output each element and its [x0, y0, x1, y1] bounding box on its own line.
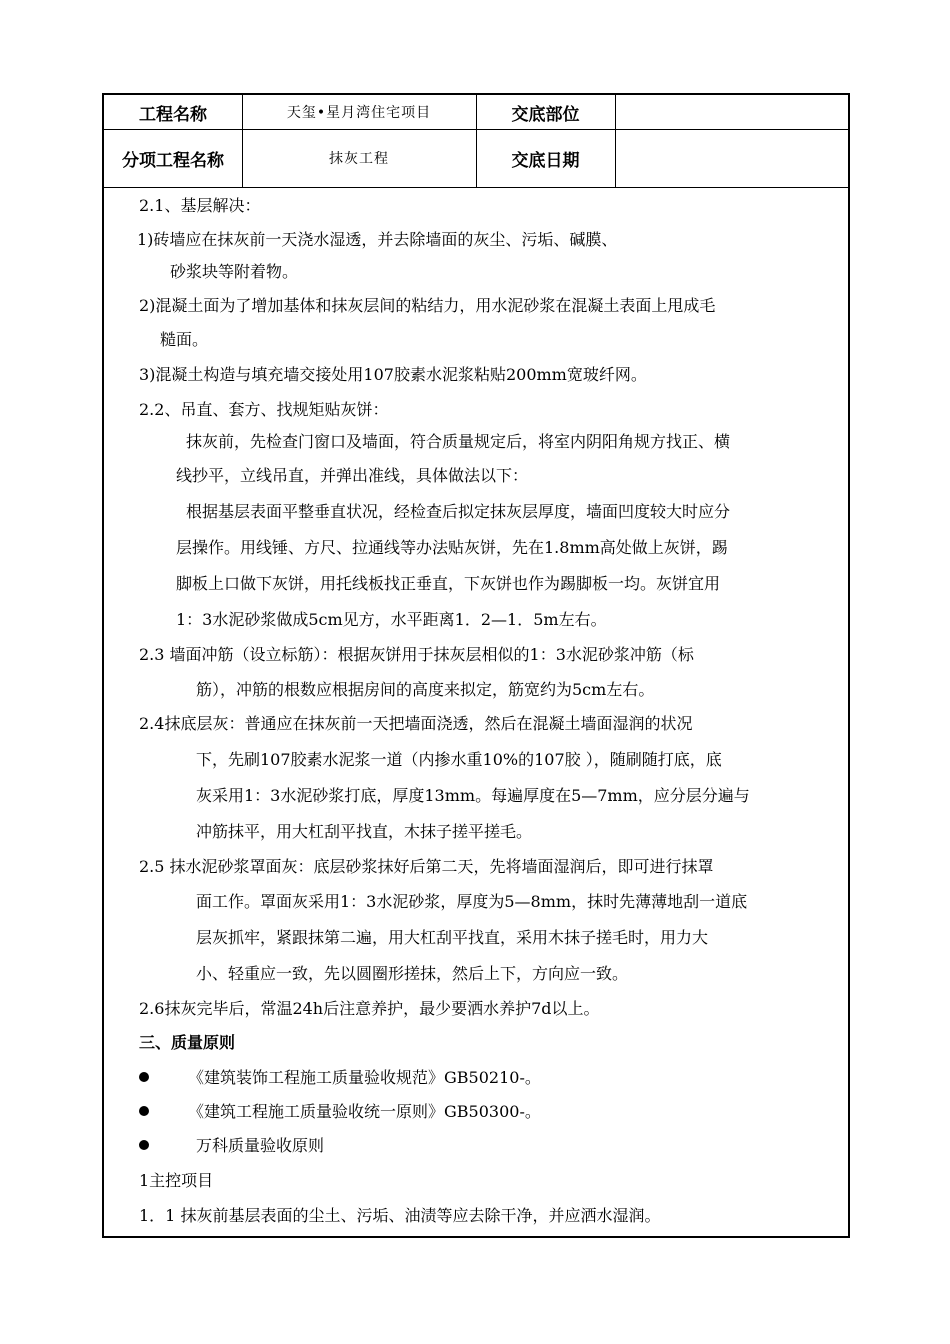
section-heading: 三、质量原则	[139, 1033, 236, 1052]
body-line: 《建筑工程施工质量验收统一原则》GB50300-。	[188, 1102, 541, 1121]
body-line: 1：3水泥砂浆做成5cm见方，水平距离1．2—1．5m左右。	[176, 610, 607, 629]
bullet-icon	[139, 1072, 149, 1082]
body-line: 灰采用1：3水泥砂浆打底，厚度13mm。每遍厚度在5—7mm，应分层分遍与	[196, 786, 750, 805]
body-line: 冲筋抹平，用大杠刮平找直，木抹子搓平搓毛。	[196, 822, 533, 841]
body-line: 2.2、吊直、套方、找规矩贴灰饼：	[139, 400, 389, 419]
body-line: 《建筑装饰工程施工质量验收规范》GB50210-。	[188, 1068, 541, 1087]
body-line: 1主控项目	[139, 1171, 214, 1190]
body-line: 小、轻重应一致，先以圆圈形搓抹，然后上下，方向应一致。	[196, 964, 629, 983]
body-line: 筋），冲筋的根数应根据房间的高度来拟定，筋宽约为5cm左右。	[196, 680, 655, 699]
body-line: 面工作。罩面灰采用1：3水泥砂浆，厚度为5—8mm，抹时先薄薄地刮一道底	[196, 892, 748, 911]
body-line: 线抄平，立线吊直，并弹出准线，具体做法以下：	[176, 466, 529, 485]
subproject-value: 抹灰工程	[329, 151, 389, 167]
body-line: 1)砖墙应在抹灰前一天浇水湿透，并去除墙面的灰尘、污垢、碱膜、	[137, 230, 618, 249]
bullet-icon	[139, 1140, 149, 1150]
project-name-value: 天玺•星月湾住宅项目	[286, 105, 432, 121]
body-line: 脚板上口做下灰饼，用托线板找正垂直，下灰饼也作为踢脚板一均。灰饼宜用	[176, 574, 721, 593]
location-label: 交底部位	[511, 104, 580, 125]
body-line: 砂浆块等附着物。	[170, 262, 299, 281]
body-line: 糙面。	[160, 330, 209, 349]
body-line: 根据基层表面平整垂直状况，经检查后拟定抹灰层厚度，墙面凹度较大时应分	[186, 502, 731, 521]
body-line: 3)混凝土构造与填充墙交接处用107胶素水泥浆粘贴200mm宽玻纤网。	[139, 365, 647, 384]
project-name-label: 工程名称	[139, 104, 207, 125]
body-line: 2.6抹灰完毕后，常温24h后注意养护，最少要洒水养护7d以上。	[139, 999, 600, 1018]
body-line: 2.4抹底层灰：普通应在抹灰前一天把墙面浇透，然后在混凝土墙面湿润的状况	[139, 714, 693, 733]
subproject-label: 分项工程名称	[122, 150, 224, 171]
body-line: 2.5 抹水泥砂浆罩面灰：底层砂浆抹好后第二天，先将墙面湿润后，即可进行抹罩	[139, 857, 714, 876]
body-line: 万科质量验收原则	[196, 1136, 325, 1155]
body-line: 层灰抓牢，紧跟抹第二遍，用大杠刮平找直，采用木抹子搓毛时，用力大	[196, 928, 709, 947]
body-line: 抹灰前，先检查门窗口及墙面，符合质量规定后，将室内阴阳角规方找正、横	[186, 432, 731, 451]
body-line: 1．1 抹灰前基层表面的尘土、污垢、油渍等应去除干净，并应洒水湿润。	[139, 1206, 661, 1225]
body-line: 2.3 墙面冲筋（设立标筋）：根据灰饼用于抹灰层相似的1：3水泥砂浆冲筋（标	[139, 645, 694, 664]
bullet-icon	[139, 1106, 149, 1116]
body-line: 层操作。用线锤、方尺、拉通线等办法贴灰饼，先在1.8mm高处做上灰饼，踢	[176, 538, 728, 557]
body-line: 2)混凝土面为了增加基体和抹灰层间的粘结力，用水泥砂浆在混凝土表面上甩成毛	[139, 296, 716, 315]
body-line: 2.1、基层解决：	[139, 196, 261, 215]
body-line: 下，先刷107胶素水泥浆一道（内掺水重10%的107胶 ），随刷随打底，底	[196, 750, 722, 769]
date-label: 交底日期	[511, 150, 580, 171]
